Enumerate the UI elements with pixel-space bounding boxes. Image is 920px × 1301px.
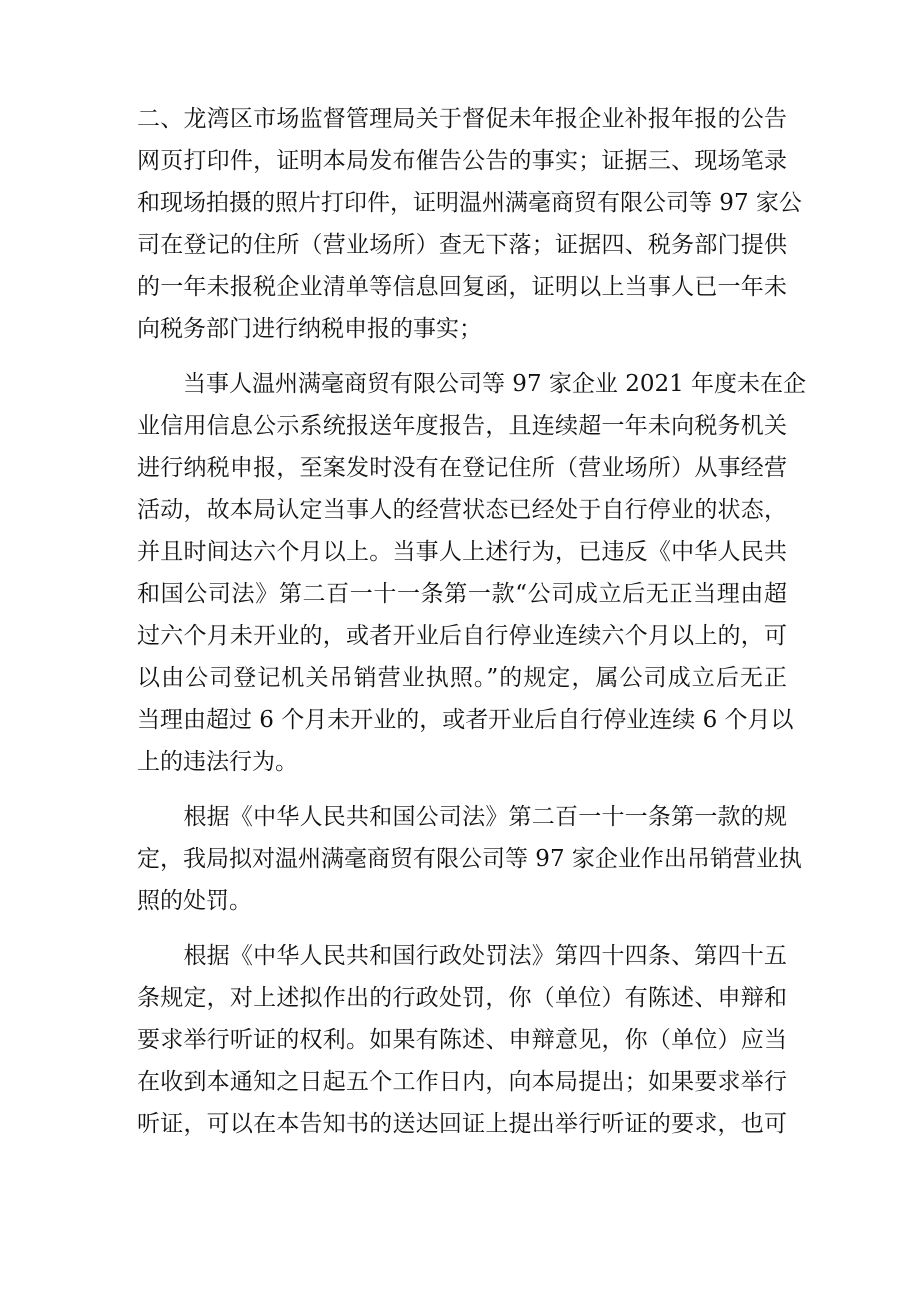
text-line: 以由公司登记机关吊销营业执照。”的规定，属公司成立后无正 — [137, 665, 787, 691]
text-line: 和现场拍摄的照片打印件，证明温州满毫商贸有限公司等 97 家公 — [137, 190, 802, 216]
text-line: 过六个月未开业的，或者开业后自行停业连续六个月以上的，可 — [137, 623, 787, 649]
text-line: 网页打印件，证明本局发布催告公告的事实；证据三、现场笔录 — [137, 148, 787, 174]
text-line: 当事人温州满毫商贸有限公司等 97 家企业 2021 年度未在企 — [137, 371, 807, 397]
text-line: 司在登记的住所（营业场所）查无下落；证据四、税务部门提供 — [137, 232, 787, 258]
text-line: 要求举行听证的权利。如果有陈述、申辩意见，你（单位）应当 — [137, 1027, 787, 1053]
text-line: 听证，可以在本告知书的送达回证上提出举行听证的要求，也可 — [137, 1111, 787, 1137]
paragraph-gap — [137, 922, 787, 935]
text-line: 上的违法行为。 — [137, 749, 298, 775]
paragraph-findings — [137, 363, 807, 783]
text-line: 根据《中华人民共和国行政处罚法》第四十四条、第四十五 — [137, 943, 787, 969]
text-line: 并且时间达六个月以上。当事人上述行为，已违反《中华人民共 — [137, 539, 787, 565]
text-line: 二、龙湾区市场监督管理局关于督促未年报企业补报年报的公告 — [137, 106, 787, 132]
text-line: 活动，故本局认定当事人的经营状态已经处于自行停业的状态， — [137, 497, 787, 523]
text-line: 条规定，对上述拟作出的行政处罚，你（单位）有陈述、申辩和 — [137, 985, 787, 1011]
paragraph-rights — [137, 935, 787, 1145]
text-line: 照的处罚。 — [137, 888, 252, 914]
paragraph-evidence — [137, 98, 802, 350]
document-body — [137, 98, 807, 1145]
text-line: 根据《中华人民共和国公司法》第二百一十一条第一款的规 — [137, 804, 787, 830]
text-line: 和国公司法》第二百一十一条第一款“公司成立后无正当理由超 — [137, 581, 787, 607]
text-line: 在收到本通知之日起五个工作日内，向本局提出；如果要求举行 — [137, 1069, 787, 1095]
paragraph-gap — [137, 783, 787, 796]
text-line: 当理由超过 6 个月未开业的，或者开业后自行停业连续 6 个月以 — [137, 707, 794, 733]
text-line: 的一年未报税企业清单等信息回复函，证明以上当事人已一年未 — [137, 274, 787, 300]
text-line: 向税务部门进行纳税申报的事实； — [137, 316, 482, 342]
text-line: 业信用信息公示系统报送年度报告，且连续超一年未向税务机关 — [137, 413, 787, 439]
paragraph-gap — [137, 350, 787, 363]
text-line: 定，我局拟对温州满毫商贸有限公司等 97 家企业作出吊销营业执 — [137, 846, 802, 872]
paragraph-decision — [137, 796, 802, 922]
text-line: 进行纳税申报，至案发时没有在登记住所（营业场所）从事经营 — [137, 455, 787, 481]
